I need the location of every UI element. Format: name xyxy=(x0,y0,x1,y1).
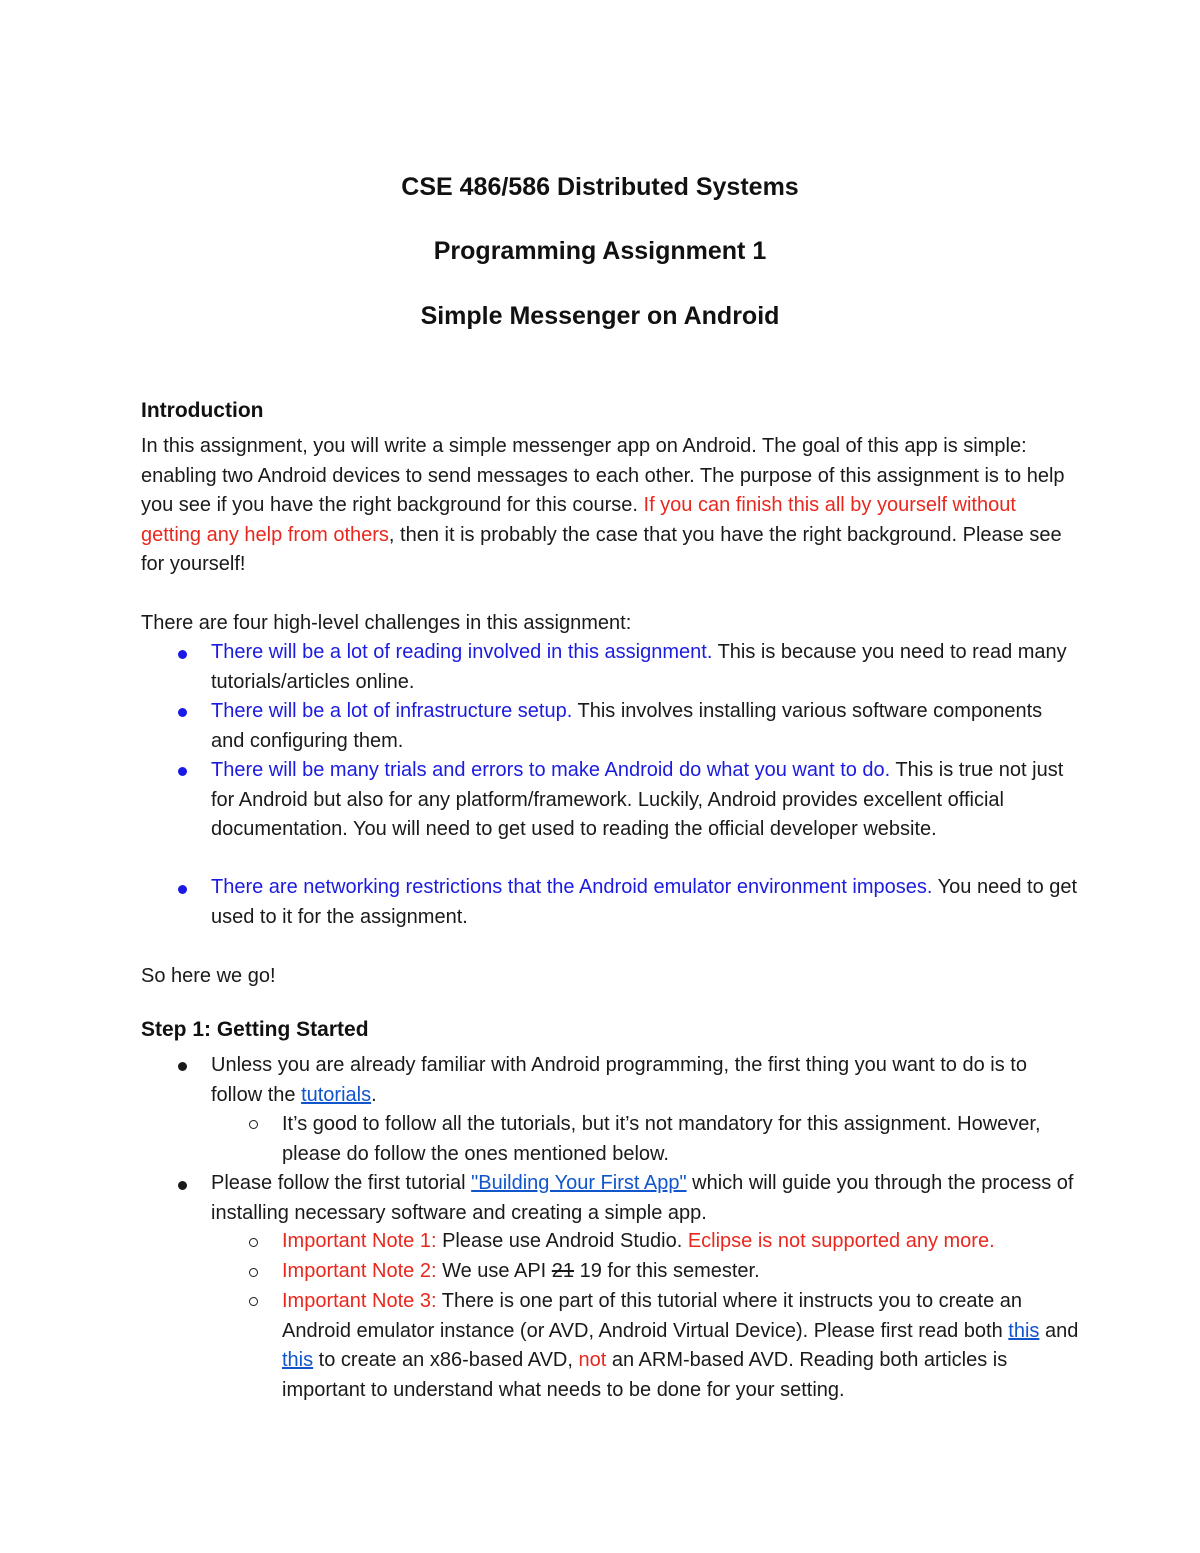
sub-bullet-icon xyxy=(249,1268,258,1277)
challenges-lead: There are four high-level challenges in this assignment: xyxy=(141,612,632,634)
introduction-heading: Introduction xyxy=(141,399,264,422)
challenge-highlight: There will be a lot of reading involved in this assignment. xyxy=(211,641,713,663)
challenge-highlight: There are networking restrictions that the Android emulator environment imposes. xyxy=(211,876,933,898)
note-text: an ARM-based AVD. Reading both articles is important to understand what needs to be done for your setting. xyxy=(282,1349,1008,1401)
challenge-highlight: There will be many trials and errors to make Android do what you want to do. xyxy=(211,759,891,781)
intro-red-text: If you can finish this all by yourself without getting any help from others xyxy=(141,494,1016,546)
challenge-highlight: There will be a lot of infrastructure setup. xyxy=(211,700,573,722)
challenge-item xyxy=(211,756,1081,845)
note-text: There is one part of this tutorial where it instructs you to create an Android emulator instance (or AVD, Android Virtual Device). Please first read both xyxy=(282,1290,1023,1342)
challenge-text: This involves installing various software components and configuring them. xyxy=(211,700,1043,752)
tutorials-link[interactable]: tutorials xyxy=(301,1083,372,1106)
intro-text: In this assignment, you will write a simple messenger app on Android. The goal of this app is simple: enabling two Android devices to send messages to each other. The purpose of this assignment is to help you see if you have the right background for this course. xyxy=(141,435,1065,516)
note-red-text: Eclipse is not supported any more. xyxy=(687,1230,995,1252)
course-title: CSE 486/586 Distributed Systems xyxy=(401,173,799,201)
challenge-text: This is true not just for Android but also for any platform/framework. Luckily, Android provides excellent official documentation. You will need to get used to reading the official developer website. xyxy=(211,759,1064,840)
assignment-title: Programming Assignment 1 xyxy=(433,237,767,265)
challenge-text: You need to get used to it for the assignment. xyxy=(211,876,1078,928)
challenge-text: This is because you need to read many tutorials/articles online. xyxy=(211,641,1067,693)
step1-item-text: Please follow the first tutorial xyxy=(211,1172,472,1194)
step1-item xyxy=(211,1169,1081,1228)
this-link-2[interactable]: this xyxy=(282,1349,314,1371)
note-label: Important Note 1: xyxy=(282,1230,437,1252)
step1-item-text: which will guide you through the process of installing necessary software and creating a simple app. xyxy=(211,1172,1074,1224)
step1-item xyxy=(211,1051,1081,1110)
note-label: Important Note 2: xyxy=(282,1260,437,1282)
struck-api-version: 21 xyxy=(551,1260,575,1282)
challenge-item xyxy=(211,697,1081,756)
note-label: Important Note 3: xyxy=(282,1290,437,1312)
challenge-item xyxy=(211,873,1081,932)
note-text: and xyxy=(1039,1319,1079,1342)
assignment-subtitle: Simple Messenger on Android xyxy=(420,302,780,330)
important-note-1 xyxy=(282,1227,1082,1257)
bullet-icon xyxy=(178,1062,187,1071)
sub-bullet-icon xyxy=(249,1297,258,1306)
sub-bullet-icon xyxy=(249,1238,258,1247)
note-text: We use API xyxy=(436,1260,552,1282)
intro-paragraph xyxy=(141,432,1071,580)
bullet-icon xyxy=(178,650,187,659)
here-we-go: So here we go! xyxy=(141,965,276,987)
note-text: Please use Android Studio. xyxy=(436,1230,688,1252)
step1-subitem: It’s good to follow all the tutorials, but it’s not mandatory for this assignment. However, please do follow the ones mentioned below. xyxy=(282,1113,1041,1165)
bullet-icon xyxy=(178,1181,187,1190)
first-app-link[interactable]: "Building Your First App" xyxy=(471,1172,687,1194)
important-note-3 xyxy=(282,1287,1082,1405)
note-text: to create an x86-based AVD, xyxy=(313,1349,579,1371)
bullet-icon xyxy=(178,885,187,894)
bullet-icon xyxy=(178,767,187,776)
step1-heading: Step 1: Getting Started xyxy=(141,1018,369,1041)
step1-item-text: . xyxy=(371,1083,377,1106)
note-text: 19 for this semester. xyxy=(574,1260,760,1282)
important-note-2 xyxy=(282,1257,1082,1287)
bullet-icon xyxy=(178,708,187,717)
step1-item-text: Unless you are already familiar with Android programming, the first thing you want to do is to follow the xyxy=(211,1054,1027,1106)
note-red-text: not xyxy=(578,1349,607,1371)
intro-end-text: , then it is probably the case that you have the right background. Please see for yourself! xyxy=(141,523,1062,575)
this-link-1[interactable]: this xyxy=(1008,1319,1040,1342)
sub-bullet-icon xyxy=(249,1120,258,1129)
challenge-item xyxy=(211,638,1081,697)
